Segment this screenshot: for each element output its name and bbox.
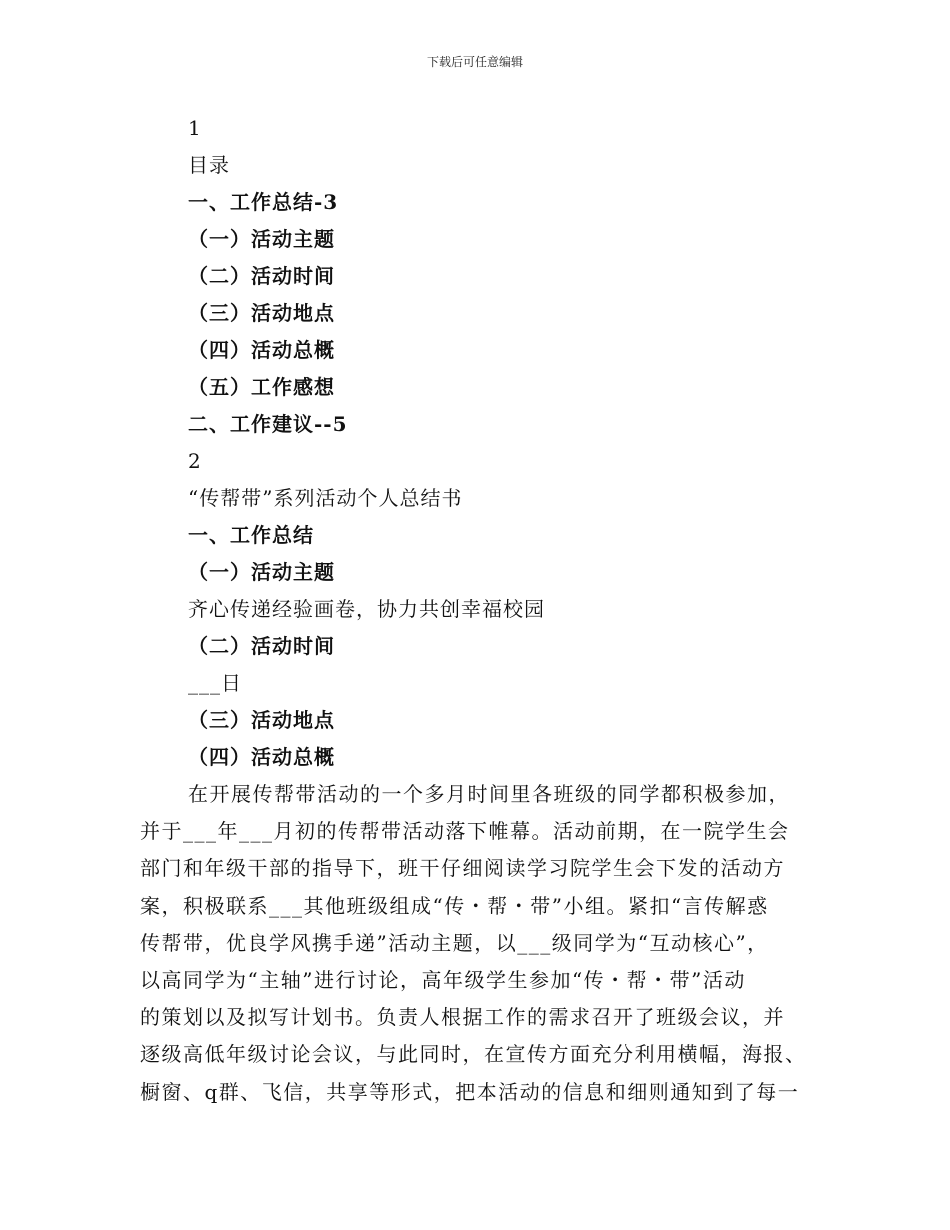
toc-item-activity-theme: （一）活动主题 bbox=[188, 227, 335, 251]
toc-title: 目录 bbox=[188, 153, 230, 177]
section-heading-work-summary: 一、工作总结 bbox=[188, 523, 314, 547]
paragraph-line: 案，积极联系___其他班级组成“传・帮・带”小组。紧扣“言传解惑 bbox=[140, 893, 769, 918]
paragraph-line: 的策划以及拟写计划书。负责人根据工作的需求召开了班级会议，并 bbox=[140, 1005, 785, 1030]
paragraph-line: 橱窗、q群、飞信，共享等形式，把本活动的信息和细则通知到了每一 bbox=[140, 1079, 800, 1104]
toc-page-number: 1 bbox=[188, 116, 202, 140]
body-page-number: 2 bbox=[188, 449, 202, 473]
document-title: “传帮带”系列活动个人总结书 bbox=[188, 486, 463, 510]
toc-item-work-reflection: （五）工作感想 bbox=[188, 375, 335, 399]
subheading-activity-theme: （一）活动主题 bbox=[188, 560, 335, 584]
paragraph-line: 以高同学为“主轴”进行讨论，高年级学生参加“传・帮・带”活动 bbox=[140, 967, 746, 992]
toc-item-work-summary: 一、工作总结-3 bbox=[188, 190, 339, 214]
toc-item-activity-place: （三）活动地点 bbox=[188, 301, 335, 325]
subheading-activity-place: （三）活动地点 bbox=[188, 708, 335, 732]
page-header: 下载后可任意编辑 bbox=[426, 55, 523, 69]
subheading-activity-overview: （四）活动总概 bbox=[188, 745, 335, 769]
subheading-activity-time: （二）活动时间 bbox=[188, 634, 335, 658]
activity-time-text: ___日 bbox=[188, 671, 242, 695]
paragraph-line: 逐级高低年级讨论会议，与此同时，在宣传方面充分利用横幅，海报、 bbox=[140, 1042, 807, 1067]
overview-paragraph bbox=[140, 776, 840, 1111]
paragraph-line: 部门和年级干部的指导下，班干仔细阅读学习院学生会下发的活动方 bbox=[140, 856, 785, 881]
paragraph-line: 并于___年___月初的传帮带活动落下帷幕。活动前期，在一院学生会 bbox=[140, 819, 790, 844]
toc-item-activity-time: （二）活动时间 bbox=[188, 264, 335, 288]
activity-theme-text: 齐心传递经验画卷，协力共创幸福校园 bbox=[188, 597, 545, 621]
toc-item-work-suggestions: 二、工作建议--5 bbox=[188, 412, 348, 436]
paragraph-line: 传帮带，优良学风携手递”活动主题，以___级同学为“互动核心”， bbox=[140, 930, 769, 955]
paragraph-line: 在开展传帮带活动的一个多月时间里各班级的同学都积极参加， bbox=[188, 782, 790, 806]
toc-item-activity-overview: （四）活动总概 bbox=[188, 338, 335, 362]
